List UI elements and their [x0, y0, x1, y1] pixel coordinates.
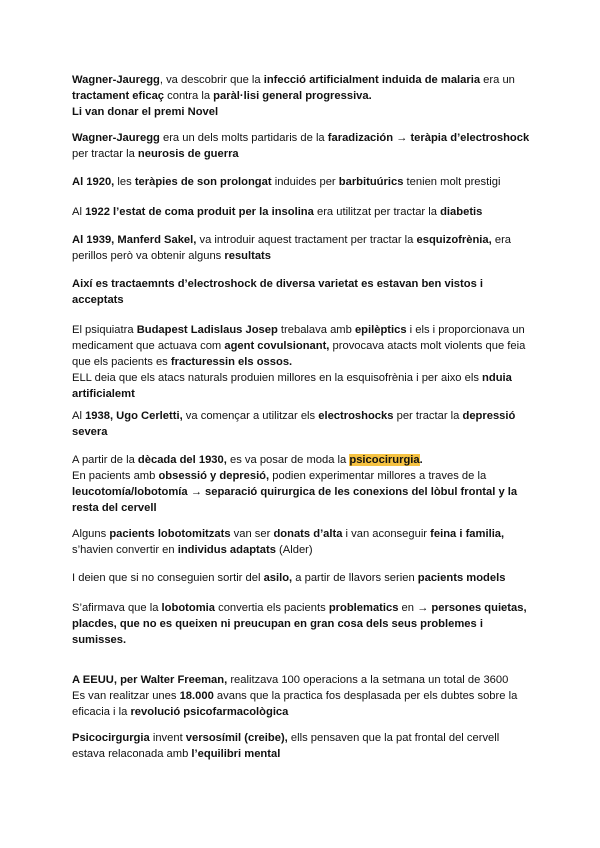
bold-text-run: l’equilibri mental	[191, 748, 281, 760]
paragraph-faradization	[72, 130, 532, 162]
bold-text-run: electroshocks	[318, 410, 394, 422]
bold-text-run: pacients lobotomitzats	[109, 528, 231, 540]
bold-text-run: → persones quietas, placdes, que no es queixen ni preucupan en gran cosa dels seus problemes i sumisses.	[72, 602, 527, 646]
paragraph-electroshock-accepted	[72, 276, 532, 308]
bold-text-run: donats d’alta	[273, 528, 343, 540]
text-run: per tractar la	[393, 410, 463, 422]
text-run: ells pensaven que la pat frontal del cervell estava relaconada amb	[72, 732, 500, 760]
text-run: era un dels molts partidaris de la	[159, 132, 328, 144]
text-run: I deien que si no conseguien sortir del	[72, 572, 264, 584]
text-run: era perillos però va obtenir alguns	[72, 234, 512, 262]
paragraph-meduna-epileptics	[72, 322, 532, 402]
bold-text-run: epilèptics	[354, 324, 407, 336]
text-run: trebalava amb	[277, 324, 355, 336]
text-run: El psiquiatra	[72, 324, 137, 336]
paragraph-lobotomy-effects	[72, 600, 532, 648]
bold-text-run: revolució psicofarmacològica	[130, 706, 289, 718]
bold-text-run: neurosis de guerra	[137, 148, 239, 160]
bold-text-run: Al 1939, Manferd Sakel,	[72, 234, 197, 246]
bold-text-run: resultats	[224, 250, 272, 262]
bold-text-run: pacients models	[417, 572, 506, 584]
text-run: En pacients amb	[72, 470, 159, 482]
bold-text-run: Així es tractaemnts d’electroshock de diversa varietat es estavan ben vistos i acceptats	[72, 278, 484, 306]
bold-text-run: Li van donar el premi Novel	[72, 106, 219, 118]
bold-text-run: tractament eficaç	[72, 90, 165, 102]
bold-text-run: fracturessin els ossos.	[170, 356, 293, 368]
bold-text-run: problematics	[328, 602, 399, 614]
paragraph-lobotomized-patients	[72, 526, 532, 558]
bold-text-run: agent covulsionant,	[224, 340, 330, 352]
text-run: invent	[149, 732, 186, 744]
paragraph-malaria-therapy	[72, 72, 532, 120]
text-run: contra la	[164, 90, 214, 102]
bold-text-run: leucotomía/lobotomía → separació quirurgica de les conexions del lòbul frontal y la resta del cervell	[72, 486, 518, 514]
bold-text-run: 1922 l’estat de coma produit per la insolina	[85, 206, 314, 218]
text-run: Es van realitzar unes	[72, 690, 180, 702]
bold-text-run: infecció artificialment induida de malaria	[263, 74, 481, 86]
text-run: i els i proporcionava un medicament que actuava com	[72, 324, 525, 352]
text-run: en	[398, 602, 418, 614]
bold-text-run: depressió severa	[72, 410, 516, 438]
bold-text-run: 18.000	[179, 690, 214, 702]
highlighted-text-run: psicocirurgia	[349, 454, 420, 466]
bold-text-run: feina i familia,	[430, 528, 505, 540]
bold-text-run: teràpies de son prolongat	[134, 176, 272, 188]
bold-text-run: individus adaptats	[177, 544, 276, 556]
bold-text-run: paràl·lisi general progressiva.	[213, 90, 372, 102]
bold-text-run: faradización → teràpia d’electroshock	[327, 132, 530, 144]
text-run: Alguns	[72, 528, 110, 540]
bold-text-run: versosímil (creibe),	[185, 732, 288, 744]
text-run: provocava atacts molt violents que feia que els pacients es	[72, 340, 526, 368]
bold-text-run: Wagner-Jauregg	[72, 74, 160, 86]
paragraph-psychosurgery-invention	[72, 730, 532, 762]
bold-text-run: Al 1920,	[72, 176, 118, 188]
text-run: era utilitzat per tractar la	[313, 206, 441, 218]
text-run: A partir de la	[72, 454, 138, 466]
text-run: per tractar la	[72, 148, 138, 160]
bold-text-run: nduia artificialemt	[72, 372, 512, 400]
text-run: es va posar de moda la	[226, 454, 350, 466]
text-run: va començar a utilitzar els	[182, 410, 319, 422]
bold-text-run: esquizofrènia,	[416, 234, 492, 246]
text-run: convertia els pacients	[215, 602, 329, 614]
text-run: a partir de llavors serien	[292, 572, 418, 584]
bold-text-run: obsessió y depresió,	[158, 470, 270, 482]
bold-text-run: Wagner-Jauregg	[72, 132, 160, 144]
paragraph-freeman-usa	[72, 672, 532, 720]
bold-text-run: diabetis	[440, 206, 483, 218]
paragraph-1922-insulin-coma	[72, 204, 532, 220]
text-run: (Alder)	[275, 544, 313, 556]
paragraph-psychosurgery	[72, 452, 532, 516]
paragraph-1939-sakel	[72, 232, 532, 264]
text-run: tenien molt prestigi	[403, 176, 501, 188]
text-run: van ser	[230, 528, 274, 540]
text-run: ELL deia que els atacs naturals produien millores en la esquisofrènia i per aixo els	[72, 372, 483, 384]
text-run: realitzava 100 operacions a la setmana un total de 3600	[227, 674, 509, 686]
text-run: avans que la practica fos desplasada per els dubtes sobre la eficacia i la	[72, 690, 518, 718]
text-run: , va descobrir que la	[159, 74, 264, 86]
text-run: induides per	[271, 176, 339, 188]
text-run: les	[117, 176, 135, 188]
bold-text-run: lobotomia	[161, 602, 215, 614]
bold-text-run: Psicocirgurgia	[72, 732, 150, 744]
text-run: podien experimentar millores a traves de la	[269, 470, 487, 482]
text-run: i van aconseguir	[342, 528, 431, 540]
bold-text-run: asilo,	[263, 572, 293, 584]
text-run: era un	[480, 74, 515, 86]
bold-text-run: .	[419, 454, 423, 466]
bold-text-run: A EEUU, per Walter Freeman,	[72, 674, 228, 686]
bold-text-run: Budapest Ladislaus Josep	[136, 324, 278, 336]
paragraph-1920-sleep-therapy	[72, 174, 532, 190]
text-run: Al	[72, 206, 86, 218]
paragraph-1938-cerletti	[72, 408, 532, 440]
text-run: s’havien convertir en	[72, 544, 178, 556]
text-run: S’afirmava que la	[72, 602, 162, 614]
bold-text-run: 1938, Ugo Cerletti,	[85, 410, 183, 422]
bold-text-run: barbituúrics	[338, 176, 404, 188]
text-run: va introduir aquest tractament per tractar la	[196, 234, 417, 246]
bold-text-run: dècada del 1930,	[137, 454, 227, 466]
paragraph-asylum	[72, 570, 532, 586]
text-run: Al	[72, 410, 86, 422]
